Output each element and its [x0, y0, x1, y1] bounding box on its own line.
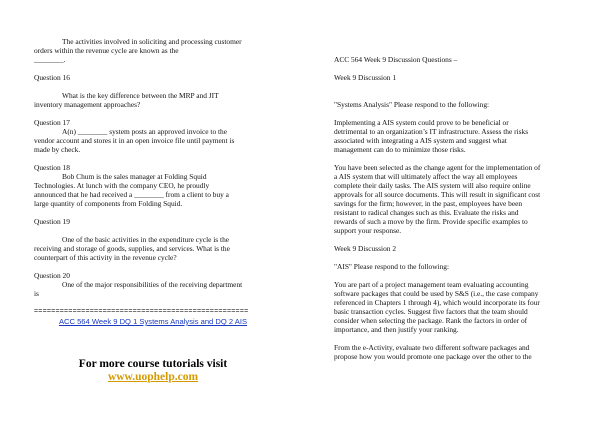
- paragraph-line: From the e-Activity, evaluate two different software packages and: [334, 343, 530, 352]
- paragraph-line: You are part of a project management team evaluating accounting: [334, 280, 529, 289]
- paragraph-line: software packages that could be used by S&S (i.e., the case company: [334, 289, 539, 298]
- question-19-label: Question 19: [34, 217, 70, 226]
- page-heading: ACC 564 Week 9 Discussion Questions –: [334, 55, 458, 64]
- question-17-text: A(n) ________ system posts an approved invoice to the: [62, 127, 228, 136]
- question-17-label: Question 17: [34, 118, 70, 127]
- paragraph-line: detrimental to an organization’s IT infrastructure. Assess the risks: [334, 127, 529, 136]
- question-17-text: made by check.: [34, 145, 81, 154]
- promo-block: [34, 358, 272, 384]
- question-16-text: inventory management approaches?: [34, 100, 141, 109]
- discussion-1-title: Week 9 Discussion 1: [334, 73, 397, 82]
- discussion-1-paragraph-2: [334, 163, 582, 235]
- intro-line: orders within the revenue cycle are known as the: [34, 46, 179, 55]
- discussion-1-prompt: "Systems Analysis" Please respond to the following:: [334, 100, 490, 109]
- question-19-text: counterpart of this activity in the revenue cycle?: [34, 253, 177, 262]
- course-link[interactable]: ACC 564 Week 9 DQ 1 Systems Analysis and DQ 2 AIS: [58, 317, 248, 326]
- question-20-text: is: [34, 289, 39, 298]
- discussion-2-paragraph-1: [334, 280, 582, 334]
- paragraph-line: Implementing a AIS system could prove to be beneficial or: [334, 118, 509, 127]
- paragraph-line: You have been selected as the change agent for the implementation of: [334, 163, 541, 172]
- discussion-2-title: Week 9 Discussion 2: [334, 244, 397, 253]
- discussion-2-prompt: "AIS" Please respond to the following:: [334, 262, 450, 271]
- discussion-1-paragraph-1: [334, 118, 582, 154]
- right-page: [300, 0, 600, 424]
- question-18-text: Bob Chum is the sales manager at Folding Squid: [62, 172, 207, 181]
- promo-website-link[interactable]: www.uophelp.com: [107, 371, 199, 383]
- question-18-text: Technologies. At lunch with the company CEO, he proudly: [34, 181, 210, 190]
- question-16-text: What is the key difference between the MRP and JIT: [62, 91, 219, 100]
- question-16-label: Question 16: [34, 73, 70, 82]
- paragraph-line: associated with integrating a AIS system and suggest what: [334, 136, 507, 145]
- question-20-label: Question 20: [34, 271, 70, 280]
- paragraph-line: management can do to minimize those risks.: [334, 145, 466, 154]
- paragraph-line: referenced in Chapters 1 through 4), which would incorporate its four: [334, 298, 540, 307]
- discussion-2-paragraph-2: [334, 343, 582, 361]
- paragraph-line: rewards of such a move by the firm. Provide specific examples to: [334, 217, 528, 226]
- paragraph-line: consider when selecting the package. Rank the factors in order of: [334, 316, 528, 325]
- paragraph-line: approvals for all source documents. This will result in significant cost: [334, 190, 541, 199]
- right-column: [334, 55, 582, 361]
- left-column: [34, 37, 272, 326]
- paragraph-line: importance, and then justify your ranking.: [334, 325, 459, 334]
- intro-line: ________.: [34, 55, 66, 64]
- promo-text: For more course tutorials visit: [78, 358, 228, 370]
- separator-line: ==================================================: [34, 308, 249, 315]
- question-18-text: large quantity of components from Folding Squid.: [34, 199, 183, 208]
- question-20-text: One of the major responsibilities of the receiving department: [62, 280, 243, 289]
- question-19-text: One of the basic activities in the expenditure cycle is the: [62, 235, 230, 244]
- paragraph-line: complete their daily tasks. The AIS system will also require online: [334, 181, 531, 190]
- paragraph-line: resistant to radical changes such as this. Evaluate the risks and: [334, 208, 519, 217]
- intro-line: The activities involved in soliciting and processing customer: [62, 37, 242, 46]
- paragraph-line: propose how you would promote one package over the other to the: [334, 352, 532, 361]
- question-19-text: receiving and storage of goods, supplies, and services. What is the: [34, 244, 230, 253]
- paragraph-line: basic transaction cycles. Suggest five factors that the team should: [334, 307, 528, 316]
- paragraph-line: savings for the firm; however, in the past, employees have been: [334, 199, 523, 208]
- paragraph-line: a AIS system that will ultimately affect the way all employees: [334, 172, 518, 181]
- question-18-text: announced that he had received a ________ from a client to buy a: [34, 190, 229, 199]
- paragraph-line: support your response.: [334, 226, 402, 235]
- question-18-label: Question 18: [34, 163, 70, 172]
- question-17-text: vendor account and stores it in an open invoice file until payment is: [34, 136, 235, 145]
